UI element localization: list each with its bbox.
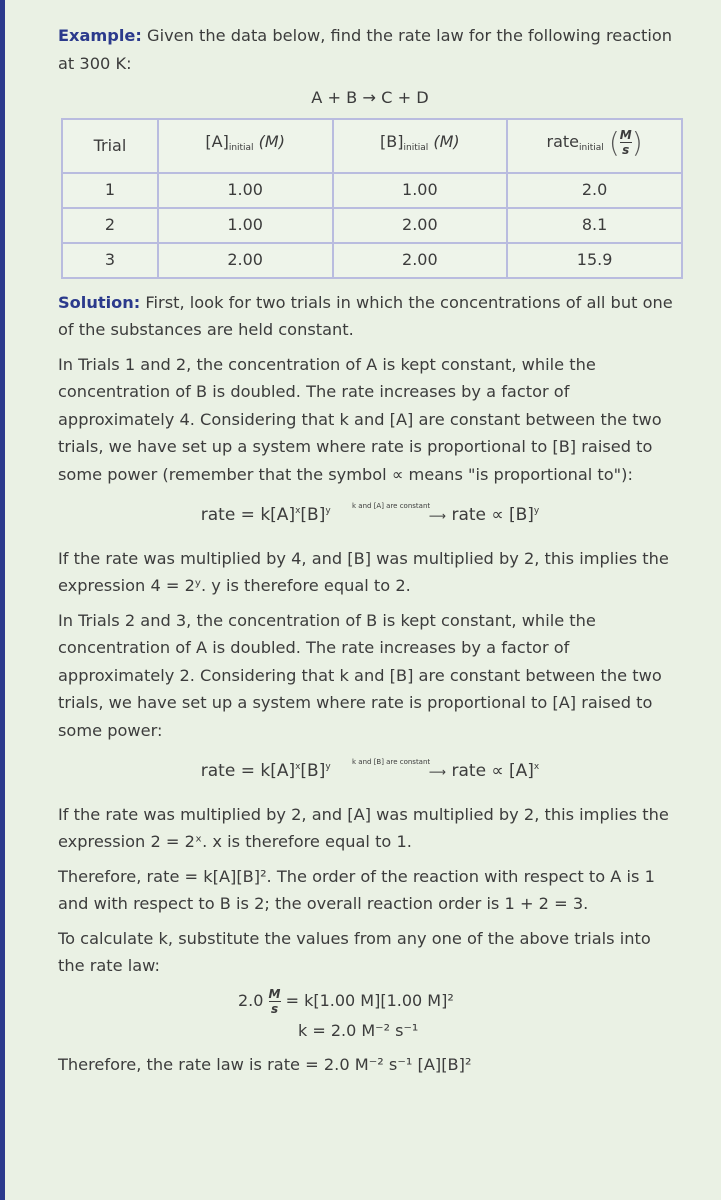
- table-header-row: [62, 119, 682, 173]
- eq2-right-exp: x: [533, 762, 540, 772]
- solution-text: First, look for two trials in which the concentrations of all but one of the substances are held constant.: [58, 292, 673, 339]
- header-b-unit: (M): [433, 132, 460, 152]
- table-row: [62, 208, 682, 243]
- calc-line-2: k = 2.0 M⁻² s⁻¹: [298, 1020, 419, 1040]
- eq2-y-exp: y: [325, 762, 331, 772]
- cell-b: 1.00: [333, 173, 508, 208]
- rate-unit-close-paren: ): [631, 126, 643, 159]
- cell-rate: 15.9: [507, 243, 682, 278]
- left-accent-bar: [0, 0, 5, 1200]
- header-rate-initial-sub: initial: [578, 143, 604, 154]
- document-body: [58, 22, 682, 1085]
- eq1-right-exp: y: [533, 506, 540, 516]
- cell-a: 2.00: [158, 243, 333, 278]
- cell-trial: 3: [62, 243, 158, 278]
- paragraph-y-value: If the rate was multiplied by 4, and [B] was multiplied by 2, this implies the expression 4 = 2ʸ. y is therefore equal to 2.: [58, 548, 669, 595]
- cell-rate: 2.0: [507, 173, 682, 208]
- eq2-x-exp: x: [295, 762, 301, 772]
- cell-a: 1.00: [158, 173, 333, 208]
- eq1-arrow: [336, 502, 446, 531]
- header-a-initial-sub: initial: [228, 143, 254, 154]
- solution-label: Solution:: [58, 292, 141, 312]
- calc-line-1: [238, 987, 682, 1017]
- eq1-arrow-label: k and [A] are constant: [352, 502, 431, 510]
- rate-unit-den: s: [622, 143, 630, 158]
- reaction-equation: A + B → C + D: [311, 88, 429, 107]
- rate-unit-fraction: [620, 128, 632, 157]
- equation-rate-a: [58, 754, 682, 787]
- eq2-arrow-glyph: ⟶: [428, 765, 447, 779]
- eq2-right: rate ∝ [A]: [451, 761, 534, 781]
- header-a-bracket: [A]: [205, 132, 229, 152]
- eq1-y-exp: y: [325, 506, 331, 516]
- rate-unit-num: M: [619, 128, 632, 143]
- paragraph-x-value: If the rate was multiplied by 2, and [A] was multiplied by 2, this implies the expression 2 = 2ˣ. x is therefore equal to 1.: [58, 804, 669, 851]
- paragraph-trials-2-3: In Trials 2 and 3, the concentration of B is kept constant, while the concentration of A is doubled. The rate increases by a factor of approximately 2. Considering that k and [B] are constant between the two trials, we have set up a system where rate is proportional to [A] raised to some power:: [58, 610, 662, 740]
- cell-rate: 8.1: [507, 208, 682, 243]
- example-text: Given the data below, find the rate law for the following reaction at 300 K:: [58, 26, 673, 73]
- eq1-left: rate = k[A]: [200, 505, 296, 525]
- eq1-right: rate ∝ [B]: [451, 505, 534, 525]
- table-row: [62, 173, 682, 208]
- eq1-b: [B]: [300, 505, 326, 525]
- eq2-arrow-label: k and [B] are constant: [352, 758, 431, 766]
- eq2-b: [B]: [300, 761, 326, 781]
- rate-unit-open-paren: (: [608, 126, 620, 159]
- header-rate-label: rate: [546, 132, 579, 152]
- solution-paragraph: [58, 289, 682, 344]
- conclusion-paragraph: Therefore, the rate law is rate = 2.0 M⁻² s⁻¹ [A][B]²: [58, 1054, 472, 1074]
- header-rate-initial: [507, 119, 682, 173]
- eq2-arrow: [336, 758, 446, 787]
- paragraph-rate-law-order: Therefore, rate = k[A][B]². The order of the reaction with respect to A is 1 and with respect to B is 2; the overall reaction order is 1 + 2 = 3.: [58, 866, 655, 913]
- paragraph-trials-1-2: In Trials 1 and 2, the concentration of A is kept constant, while the concentration of B is doubled. The rate increases by a factor of approximately 4. Considering that k and [A] are constant between the two trials, we have set up a system where rate is proportional to [B] raised to some power (remember that the symbol ∝ means "is proportional to"):: [58, 354, 662, 484]
- eq2-left: rate = k[A]: [200, 761, 296, 781]
- calc-line1-right: = k[1.00 M][1.00 M]²: [285, 990, 454, 1010]
- header-a-initial: [158, 119, 333, 173]
- table-row: [62, 243, 682, 278]
- example-paragraph: [58, 22, 682, 77]
- header-trial: Trial: [62, 119, 158, 173]
- header-b-bracket: [B]: [380, 132, 404, 152]
- header-a-unit: (M): [258, 132, 285, 152]
- header-b-initial-sub: initial: [403, 143, 429, 154]
- cell-b: 2.00: [333, 208, 508, 243]
- k-calculation: [238, 987, 682, 1047]
- cell-trial: 1: [62, 173, 158, 208]
- cell-a: 1.00: [158, 208, 333, 243]
- example-label: Example:: [58, 26, 142, 45]
- calc-unit-num: M: [268, 986, 281, 1001]
- calc-line1-left: 2.0: [238, 990, 264, 1010]
- eq1-arrow-glyph: ⟶: [428, 509, 447, 523]
- cell-b: 2.00: [333, 243, 508, 278]
- calc-rate-unit-fraction: [269, 987, 281, 1016]
- paragraph-calculate-k: To calculate k, substitute the values from any one of the above trials into the rate law:: [58, 928, 651, 975]
- cell-trial: 2: [62, 208, 158, 243]
- calc-unit-den: s: [270, 1001, 279, 1016]
- equation-rate-b: [58, 498, 682, 531]
- header-b-initial: [333, 119, 508, 173]
- eq1-x-exp: x: [295, 506, 301, 516]
- rate-data-table: [61, 118, 683, 279]
